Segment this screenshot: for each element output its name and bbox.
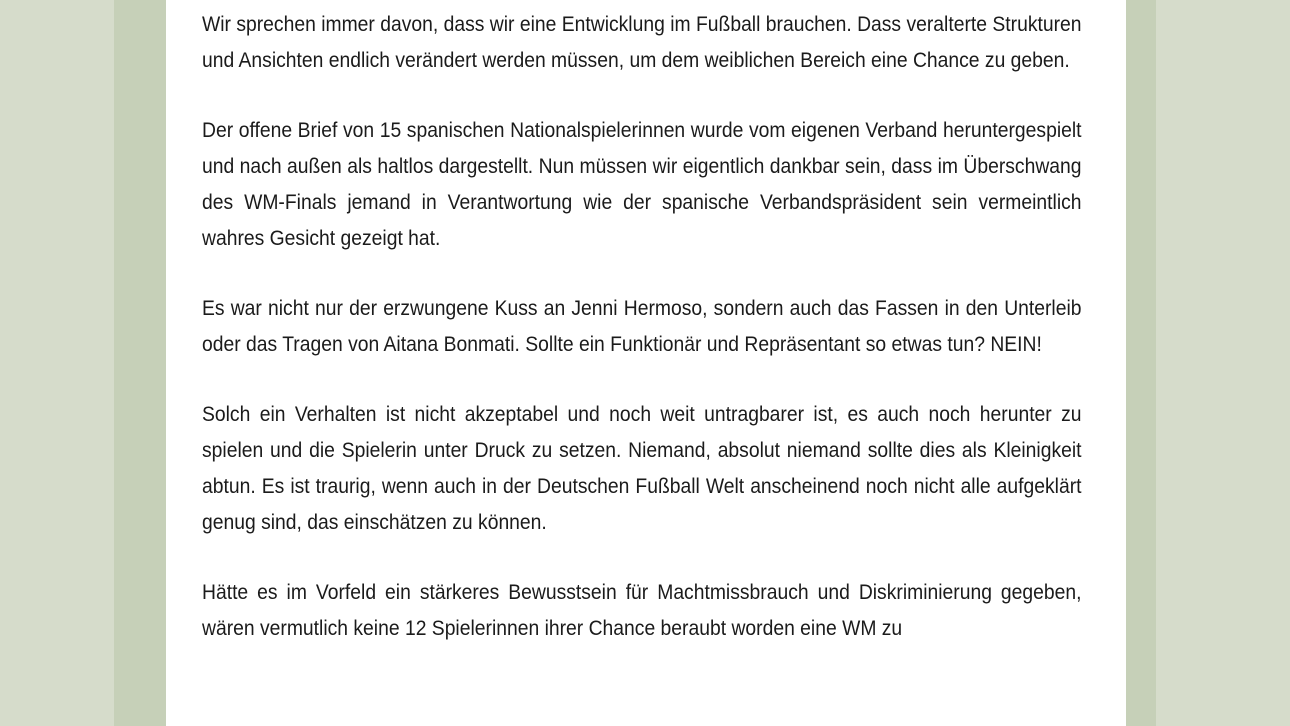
- paragraph-3: Es war nicht nur der erzwungene Kuss an Jenni Hermoso, sondern auch das Fassen in den Unterleib oder das Tragen von Aitana Bonmati. Sollte ein Funktionär und Repräsentant so etwas tun? NEIN!: [202, 297, 1082, 356]
- right-frame-border: [1126, 0, 1156, 726]
- paragraph-1: Wir sprechen immer davon, dass wir eine Entwicklung im Fußball brauchen. Dass veralterte Strukturen und Ansichten endlich verändert werden müssen, um dem weiblichen Bereich eine Chance zu geben.: [202, 13, 1082, 72]
- document-page: [166, 0, 1126, 726]
- left-frame-border: [114, 0, 166, 726]
- article-body: [202, 7, 1082, 681]
- paragraph-4: Solch ein Verhalten ist nicht akzeptabel und noch weit untragbarer ist, es auch noch herunter zu spielen und die Spielerin unter Druck zu setzen. Niemand, absolut niemand sollte dies als Kleinigkeit abtun. Es ist traurig, wenn auch in der Deutschen Fußball Welt anscheinend noch nicht alle aufgeklärt genug sind, das einschätzen zu können.: [202, 403, 1082, 534]
- paragraph-5: Hätte es im Vorfeld ein stärkeres Bewusstsein für Machtmissbrauch und Diskriminierung gegeben, wären vermutlich keine 12 Spielerinnen ihrer Chance beraubt worden eine WM zu: [202, 581, 1082, 640]
- paragraph-2: Der offene Brief von 15 spanischen Nationalspielerinnen wurde vom eigenen Verband heruntergespielt und nach außen als haltlos dargestellt. Nun müssen wir eigentlich dankbar sein, dass im Überschwang des WM-Finals jemand in Verantwortung wie der spanische Verbandspräsident sein vermeintlich wahres Gesicht gezeigt hat.: [202, 119, 1082, 250]
